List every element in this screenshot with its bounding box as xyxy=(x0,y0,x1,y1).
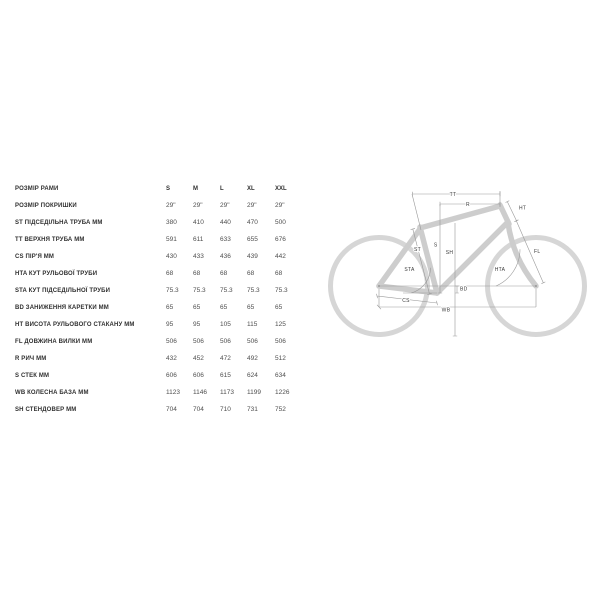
table-row xyxy=(15,333,307,350)
dim-s-line xyxy=(438,204,442,293)
table-row xyxy=(15,248,307,265)
label-r: R xyxy=(466,201,470,208)
bike-geometry-diagram xyxy=(325,185,590,340)
table-row xyxy=(15,265,307,282)
dim-tt-extension-seatpost xyxy=(412,194,421,230)
size-column-header: XXL xyxy=(275,185,287,192)
dim-r-line xyxy=(440,202,500,206)
cell-value: 65 xyxy=(247,304,255,311)
table-row xyxy=(15,231,307,248)
cell-value: 75.3 xyxy=(220,287,233,294)
label-cs: CS xyxy=(402,298,410,304)
cell-value: 68 xyxy=(247,270,255,277)
table-row xyxy=(15,367,307,384)
cell-value: 68 xyxy=(166,270,174,277)
cell-value: 125 xyxy=(275,321,286,328)
geometry-table xyxy=(15,180,307,418)
table-row xyxy=(15,299,307,316)
cell-value: 29" xyxy=(166,202,176,209)
row-label: HT ВИСОТА РУЛЬОВОГО СТАКАНУ ММ xyxy=(15,321,135,328)
row-label: ST ПІДСЕДІЛЬНА ТРУБА ММ xyxy=(15,219,103,226)
row-label: CS ПІР'Я ММ xyxy=(15,253,55,260)
cell-value: 29" xyxy=(247,202,257,209)
table-row xyxy=(15,282,307,299)
cell-value: 75.3 xyxy=(275,287,288,294)
cell-value: 440 xyxy=(220,219,231,226)
cell-value: 704 xyxy=(166,406,177,413)
cell-value: 75.3 xyxy=(193,287,206,294)
row-label: R РИЧ ММ xyxy=(15,355,47,362)
label-bd: BD xyxy=(460,286,468,293)
cell-value: 68 xyxy=(220,270,228,277)
label-hta: HTA xyxy=(494,267,506,273)
cell-value: 506 xyxy=(193,338,204,345)
cell-value: 704 xyxy=(193,406,204,413)
cell-value: 606 xyxy=(166,372,177,379)
cell-value: 1199 xyxy=(247,389,261,396)
cell-value: 506 xyxy=(166,338,177,345)
table-row xyxy=(15,350,307,367)
table-row xyxy=(15,384,307,401)
cell-value: 506 xyxy=(220,338,231,345)
label-st: ST xyxy=(414,247,421,253)
table-row xyxy=(15,214,307,231)
fork-blade xyxy=(508,223,536,286)
cell-value: 452 xyxy=(193,355,204,362)
cell-value: 65 xyxy=(166,304,174,311)
table-row xyxy=(15,316,307,333)
rear-axle-point xyxy=(378,285,380,287)
cell-value: 752 xyxy=(275,406,286,413)
cell-value: 95 xyxy=(166,321,174,328)
cell-value: 655 xyxy=(247,236,258,243)
cell-value: 75.3 xyxy=(166,287,179,294)
cell-value: 512 xyxy=(275,355,286,362)
cell-value: 506 xyxy=(275,338,286,345)
cell-value: 606 xyxy=(193,372,204,379)
row-label: STA КУТ ПІДСЕДІЛЬНОЇ ТРУБИ xyxy=(15,287,111,294)
size-column-header: S xyxy=(166,185,171,192)
cell-value: 95 xyxy=(193,321,201,328)
cell-value: 611 xyxy=(193,236,204,243)
row-label: РОЗМІР РАМИ xyxy=(15,185,59,192)
cell-value: 105 xyxy=(220,321,231,328)
dim-wb-line xyxy=(377,286,536,309)
label-fl: FL xyxy=(534,249,541,255)
cell-value: 634 xyxy=(275,372,286,379)
cell-value: 75.3 xyxy=(247,287,260,294)
cell-value: 29" xyxy=(220,202,230,209)
cell-value: 29" xyxy=(275,202,285,209)
cell-value: 439 xyxy=(247,253,258,260)
label-sh: SH xyxy=(445,250,454,256)
row-label: HTA КУТ РУЛЬОВОЇ ТРУБИ xyxy=(15,270,98,277)
front-axle-point xyxy=(535,285,537,287)
row-label: TT ВЕРХНЯ ТРУБА ММ xyxy=(15,236,85,243)
cell-value: 65 xyxy=(220,304,228,311)
cell-value: 29" xyxy=(193,202,203,209)
size-column-header: L xyxy=(220,185,224,192)
cell-value: 68 xyxy=(275,270,283,277)
cell-value: 591 xyxy=(166,236,177,243)
label-tt: TT xyxy=(449,191,457,198)
cell-value: 442 xyxy=(275,253,286,260)
cell-value: 1146 xyxy=(193,389,207,396)
cell-value: 436 xyxy=(220,253,231,260)
cell-value: 115 xyxy=(247,321,258,328)
cell-value: 731 xyxy=(247,406,258,413)
cell-value: 65 xyxy=(275,304,283,311)
cell-value: 410 xyxy=(193,219,204,226)
cell-value: 68 xyxy=(193,270,201,277)
cell-value: 1123 xyxy=(166,389,180,396)
cell-value: 430 xyxy=(166,253,177,260)
cell-value: 633 xyxy=(220,236,231,243)
cell-value: 470 xyxy=(247,219,258,226)
table-row xyxy=(15,197,307,214)
row-label: S СТЕК ММ xyxy=(15,372,50,379)
cell-value: 492 xyxy=(247,355,258,362)
cell-value: 472 xyxy=(220,355,231,362)
row-label: BD ЗАНИЖЕННЯ КАРЕТКИ ММ xyxy=(15,304,109,311)
cell-value: 676 xyxy=(275,236,286,243)
table-header-row xyxy=(15,180,307,197)
cell-value: 615 xyxy=(220,372,231,379)
cell-value: 433 xyxy=(193,253,204,260)
cell-value: 65 xyxy=(193,304,201,311)
cell-value: 500 xyxy=(275,219,286,226)
cell-value: 1173 xyxy=(220,389,234,396)
row-label: РОЗМІР ПОКРИШКИ xyxy=(15,202,77,209)
cell-value: 432 xyxy=(166,355,177,362)
label-sta: STA xyxy=(404,267,415,273)
label-wb: WB xyxy=(441,307,451,314)
row-label: SH СТЕНДОВЕР ММ xyxy=(15,406,77,413)
label-s: S xyxy=(433,242,438,249)
cell-value: 506 xyxy=(247,338,258,345)
table-row xyxy=(15,401,307,418)
cell-value: 710 xyxy=(220,406,231,413)
top-tube xyxy=(420,206,500,228)
row-label: WB КОЛЕСНА БАЗА ММ xyxy=(15,389,89,396)
size-column-header: XL xyxy=(247,185,255,192)
cell-value: 1226 xyxy=(275,389,290,396)
frame-outline xyxy=(379,205,536,293)
size-column-header: M xyxy=(193,185,198,192)
cell-value: 624 xyxy=(247,372,258,379)
dim-bd-tick xyxy=(455,286,459,293)
cell-value: 380 xyxy=(166,219,177,226)
row-label: FL ДОВЖИНА ВИЛКИ ММ xyxy=(15,338,93,345)
label-ht: HT xyxy=(519,205,527,212)
